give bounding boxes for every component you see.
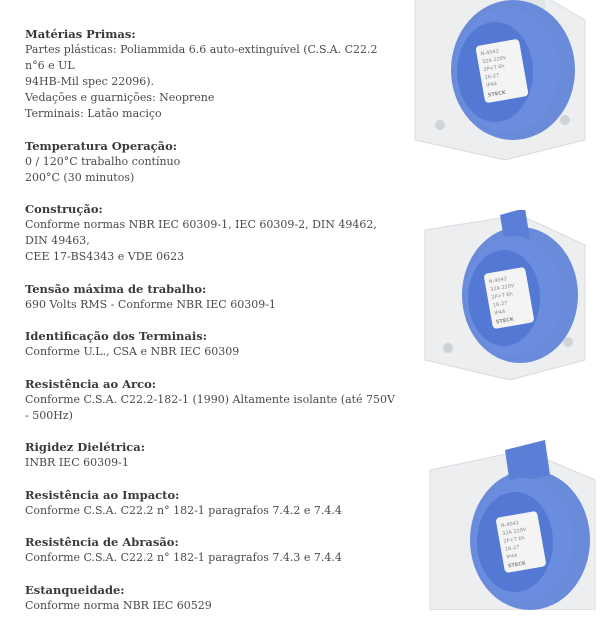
spec-line: 200°C (30 minutos) xyxy=(25,170,135,184)
spec-title: Rigidez Dielétrica: xyxy=(25,440,146,454)
spec-impacto xyxy=(25,487,395,519)
brand-logo-text: STECK xyxy=(495,316,515,326)
spec-line: Conforme C.S.A. C22.2 n° 182-1 paragrafos 7.4.2 e 7.4.4 xyxy=(25,503,342,517)
socket-product-image xyxy=(395,0,600,160)
spec-title: Identificação dos Terminais: xyxy=(25,329,207,343)
spec-line: Conforme C.S.A. C22.2 n° 182-1 paragrafos 7.4.3 e 7.4.4 xyxy=(25,551,342,564)
socket-product-image xyxy=(415,440,600,610)
spec-title: Resistência ao Impacto: xyxy=(25,487,180,502)
spec-tensao xyxy=(25,281,395,313)
spec-materias-primas xyxy=(25,26,395,122)
svg-text:16-27: 16-27 xyxy=(492,300,508,309)
spec-line: Conforme norma NBR IEC 60529 xyxy=(25,598,212,612)
specifications-list xyxy=(25,26,395,629)
svg-text:32A 220V: 32A 220V xyxy=(481,55,507,66)
spec-construcao xyxy=(25,201,395,265)
socket-product-image xyxy=(400,210,600,380)
spec-line: Conforme C.S.A. C22.2-182-1 (1990) Altamente isolante (até 750V - 500Hz) xyxy=(25,392,395,422)
svg-text:2P+T 6h: 2P+T 6h xyxy=(483,63,506,74)
spec-line: Terminais: Latão maciço xyxy=(25,107,162,120)
spec-title: Estanqueidade: xyxy=(25,582,125,597)
spec-estanqueidade xyxy=(25,582,395,614)
brand-logo-text: STECK xyxy=(507,560,527,570)
brand-logo-text: STECK xyxy=(487,89,507,99)
svg-text:2P+T 6h: 2P+T 6h xyxy=(503,535,526,545)
spec-abrasao xyxy=(25,534,395,566)
spec-line: Vedações e guarnições: Neoprene xyxy=(25,91,215,104)
spec-resistencia-arco xyxy=(25,376,395,424)
spec-line: 94HB-Mil spec 22096). xyxy=(25,75,155,88)
spec-title: Resistência ao Arco: xyxy=(25,376,157,391)
spec-title: Temperatura Operação: xyxy=(25,138,178,153)
spec-line: CEE 17-BS4343 e VDE 0623 xyxy=(25,250,185,263)
svg-text:N-4042: N-4042 xyxy=(480,48,500,58)
svg-text:N-4042: N-4042 xyxy=(488,276,508,286)
svg-text:16-27: 16-27 xyxy=(504,544,520,553)
spec-temperatura xyxy=(25,138,395,186)
svg-text:N-4042: N-4042 xyxy=(500,520,520,530)
svg-text:IP44: IP44 xyxy=(493,308,506,317)
spec-rigidez xyxy=(25,439,395,471)
spec-line: Conforme U.L., CSA e NBR IEC 60309 xyxy=(25,345,240,358)
spec-line: 690 Volts RMS - Conforme NBR IEC 60309-1 xyxy=(25,297,276,311)
svg-text:IP44: IP44 xyxy=(505,552,518,561)
spec-line: 0 / 120°C trabalho contínuo xyxy=(25,154,181,168)
svg-text:2P+T 6h: 2P+T 6h xyxy=(491,291,514,301)
svg-text:IP44: IP44 xyxy=(485,81,498,89)
spec-identificacao xyxy=(25,328,395,360)
svg-text:16-27: 16-27 xyxy=(484,72,500,82)
spec-line: Partes plásticas: Poliammida 6.6 auto-extinguível (C.S.A. C22.2 n°6 e UL xyxy=(25,43,378,72)
spec-title: Matérias Primas: xyxy=(25,27,136,41)
spec-title: Resistência de Abrasão: xyxy=(25,535,179,549)
spec-line: Conforme normas NBR IEC 60309-1, IEC 60309-2, DIN 49462, DIN 49463, xyxy=(25,218,377,247)
svg-text:32A 220V: 32A 220V xyxy=(501,526,527,538)
spec-line: INBR IEC 60309-1 xyxy=(25,456,129,469)
spec-title: Construção: xyxy=(25,202,103,216)
svg-text:32A 220V: 32A 220V xyxy=(489,282,515,294)
spec-title: Tensão máxima de trabalho: xyxy=(25,281,207,296)
